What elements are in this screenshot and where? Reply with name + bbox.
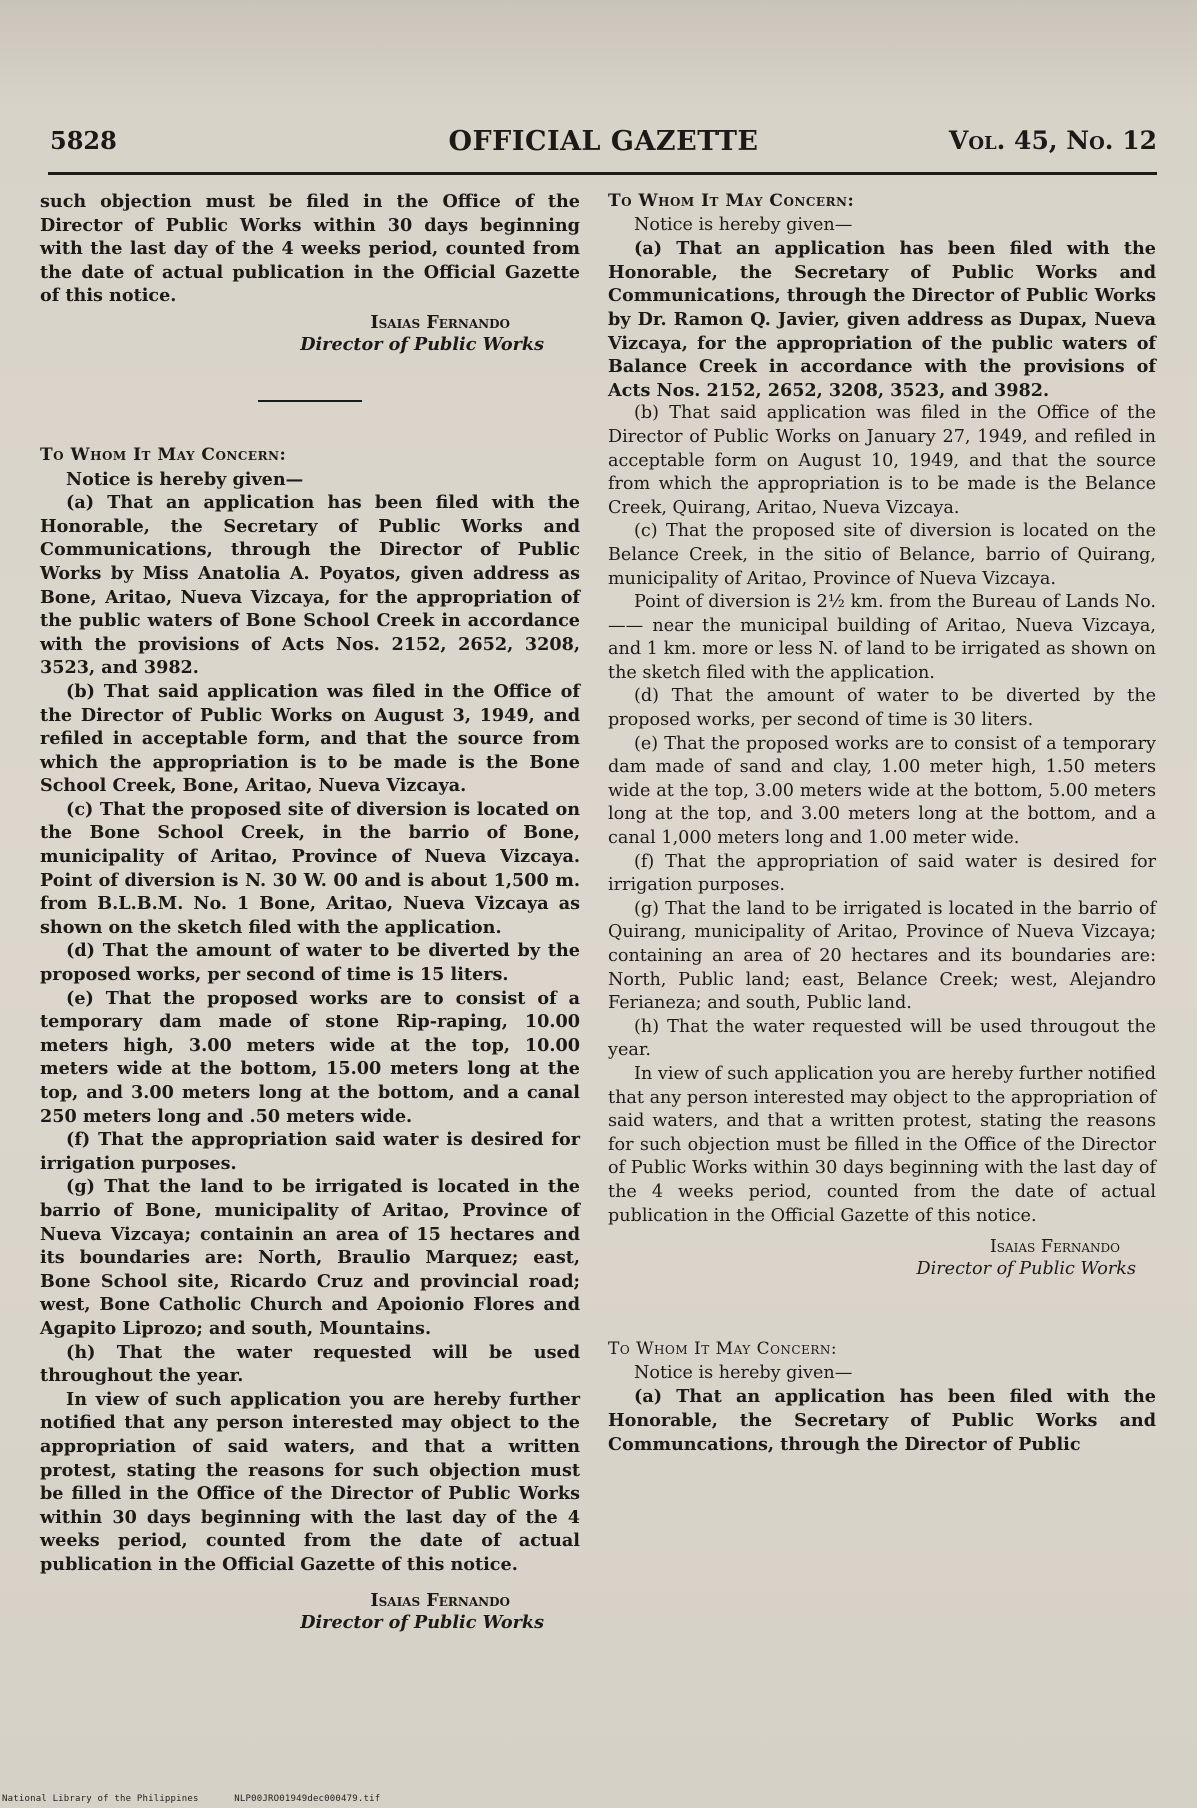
signatory-name: Isaias Fernando: [370, 311, 510, 333]
paragraph-e: (e) That the proposed works are to consist of a temporary dam made of stone Rip-raping, 10.00 meters high, 3.00 meters wide at the top, 10.00 meters wide at the bottom, 15.00 meters long at the top, and 3.00 meters long at the bottom, and a canal 250 meters long and .50 meters wide.: [40, 987, 580, 1127]
paragraph-h: (h) That the water requested will be used througout the year.: [608, 1016, 1156, 1061]
paragraph-a: (a) That an application has been filed with the Honorable, the Secretary of Public Works and Communications, through the Director of Public Works by Dr. Ramon Q. Javier, given address as Dupax, Nueva Vizcaya, for the appropriation of the public waters of Balance Creek in accordance with the provisions of Acts Nos. 2152, 2652, 3208, 3523, and 3982.: [608, 238, 1156, 401]
notice-intro: Notice is hereby given—: [66, 468, 304, 490]
paragraph-c-continued: Point of diversion is 2½ km. from the Bureau of Lands No. —— near the municipal building of Aritao, Nueva Vizcaya, and 1 km. more or less N. of land to be irrigated as shown on the sketch filed with the application.: [608, 592, 1156, 683]
paragraph-b: (b) That said application was filed in the Office of the Director of Public Works on August 3, 1949, and refiled in acceptable form, and that the source from which the appropriation is to be made is the Bone School Creek, Bone, Aritao, Nueva Vizcaya.: [40, 680, 580, 797]
paragraph-f: (f) That the appropriation said water is desired for irrigation purposes.: [40, 1129, 580, 1174]
signatory-title: Director of Public Works: [300, 333, 544, 355]
notice-intro: Notice is hereby given—: [634, 214, 853, 235]
publication-title: OFFICIAL GAZETTE: [448, 126, 759, 157]
continued-paragraph: such objection must be filed in the Office of the Director of Public Works within 30 days beginning with the last day of the 4 weeks period, counted from the date of actual publication in the Official Gazette of this notice.: [40, 191, 580, 307]
paragraph-e: (e) That the proposed works are to consist of a temporary dam made of sand and clay, 1.00 meter high, 1.50 meters wide at the top, 3.00 meters wide at the bottom, 5.00 meters long at the top, and 3.00 meters long at the bottom, and a canal 1,000 meters long and 1.00 meter wide.: [608, 733, 1156, 849]
notice-intro: Notice is hereby given—: [634, 1362, 853, 1383]
paragraph-h: (h) That the water requested will be used throughout the year.: [40, 1341, 580, 1387]
paragraph-view: In view of such application you are hereby further notified that any person interested may object to the appropriation of said waters, and that a written protest, stating the reasons for such objection must be filled in the Office of the Director of Public Works within 30 days beginning with the last day of the 4 weeks period, counted from the date of actual publication in the Official Gazette of this notice.: [608, 1063, 1156, 1226]
left-column: [40, 190, 580, 1634]
paragraph-d: (d) That the amount of water to be diverted by the proposed works, per second of time is 15 liters.: [40, 940, 580, 986]
signatory-title: Director of Public Works: [916, 1259, 1136, 1280]
page-header: [50, 126, 1157, 166]
notice-heading: To Whom It May Concern:: [608, 191, 855, 211]
file-name: NLP00JRO01949dec000479.tif: [234, 1794, 381, 1804]
paragraph-view: In view of such application you are hereby further notified that any person interested may object to the appropriation of said waters, and that a written protest, stating the reasons for such objection must be filled in the Office of the Director of Public Works within 30 days beginning with the last day of the 4 weeks period, counted from the date of actual publication in the Official Gazette of this notice.: [40, 1388, 580, 1575]
signatory-name: Isaias Fernando: [989, 1237, 1120, 1258]
paragraph-g: (g) That the land to be irrigated is located in the barrio of Bone, municipality of Aritao, Province of Nueva Vizcaya; containin an area of 15 hectares and its boundaries are: North, Braulio Marquez; east, Bone School site, Ricardo Cruz and provincial road; west, Bone Catholic Church and Apoionio Flores and Agapito Liprozo; and south, Mountains.: [40, 1176, 580, 1339]
header-rule: [48, 172, 1157, 175]
section-gap: [608, 1280, 1156, 1338]
notice-heading: To Whom It May Concern:: [40, 444, 287, 465]
library-label: National Library of the Philippines: [2, 1794, 199, 1804]
right-column: [608, 190, 1156, 1456]
paragraph-c: (c) That the proposed site of diversion is located on the Bone School Creek, in the barrio of Bone, municipality of Aritao, Province of Nueva Vizcaya. Point of diversion is N. 30 W. 00 and is about 1,500 m. from B.L.B.M. No. 1 Bone, Aritao, Nueva Vizcaya as shown on the sketch filed with the application.: [40, 798, 580, 938]
paragraph-b: (b) That said application was filed in the Office of the Director of Public Works on January 27, 1949, and refiled in acceptable form on August 10, 1949, and that the source from which the appropriation is to be made is the Belance Creek, Quirang, Aritao, Nueva Vizcaya.: [608, 403, 1156, 518]
paragraph-c: (c) That the proposed site of diversion is located on the Belance Creek, in the sitio of Belance, barrio of Quirang, municipality of Aritao, Province of Nueva Vizcaya.: [608, 521, 1156, 589]
paragraph-g: (g) That the land to be irrigated is located in the barrio of Quirang, municipality of Aritao, Province of Nueva Vizcaya; containing an area of 20 hectares and its boundaries are: North, Public land; east, Belance Creek; west, Alejandro Ferianeza; and south, Public land.: [608, 898, 1156, 1014]
signature-block: [608, 1236, 1156, 1280]
page-number: 5828: [50, 126, 117, 155]
signature-block: [40, 1590, 580, 1634]
signatory-name: Isaias Fernando: [370, 1590, 510, 1612]
paragraph-a: (a) That an application has been filed with the Honorable, the Secretary of Public Works and Communcations, through the Director of Public: [608, 1386, 1156, 1455]
paragraph-a: (a) That an application has been filed with the Honorable, the Secretary of Public Works and Communications, through the Director of Public Works by Miss Anatolia A. Poyatos, given address as Bone, Aritao, Nueva Vizcaya, for the appropriation of the public waters of Bone School Creek in accordance with the provisions of Acts Nos. 2152, 2652, 3208, 3523, and 3982.: [40, 492, 580, 679]
scan-footer: [2, 1794, 410, 1804]
signature-block: [40, 312, 580, 356]
paragraph-d: (d) That the amount of water to be diverted by the proposed works, per second of time is 30 liters.: [608, 686, 1156, 731]
section-divider: [258, 400, 362, 402]
notice-heading: To Whom It May Concern:: [608, 1339, 838, 1360]
signatory-title: Director of Public Works: [300, 1612, 544, 1634]
paragraph-f: (f) That the appropriation of said water is desired for irrigation purposes.: [608, 851, 1156, 896]
volume-number: Vol. 45, No. 12: [948, 126, 1157, 155]
